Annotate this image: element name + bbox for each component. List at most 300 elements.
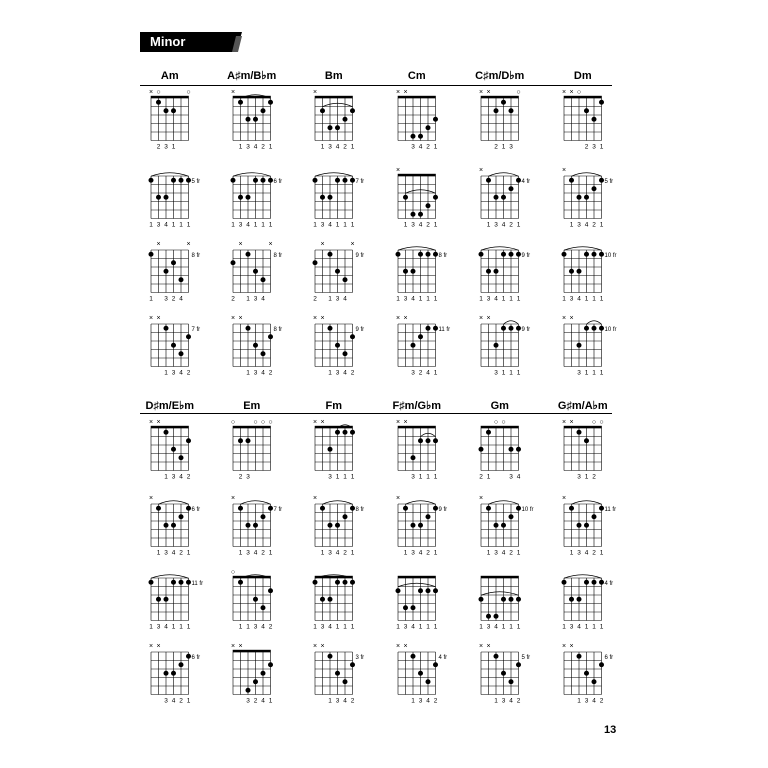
finger-dot (501, 597, 506, 602)
finger-dot (328, 523, 333, 528)
finger-dot (156, 195, 161, 200)
finger-dot (164, 195, 169, 200)
finger-dot (171, 108, 176, 113)
finger-dot (509, 108, 514, 113)
muted-string-marker: × (561, 643, 567, 650)
finger-dot (335, 178, 340, 183)
finger-dot (328, 447, 333, 452)
muted-string-marker: × (403, 643, 408, 650)
chord-diagram (223, 236, 293, 306)
finger-dot (335, 671, 340, 676)
finger-dot (350, 430, 355, 435)
finger-dot (186, 506, 191, 511)
muted-string-marker: × (156, 419, 161, 426)
finger-dot (238, 580, 243, 585)
finger-dot (350, 580, 355, 585)
muted-string-marker: × (230, 495, 236, 502)
finger-dot (179, 178, 184, 183)
diagram-body (313, 419, 355, 481)
muted-string-marker: × (320, 241, 325, 248)
finger-dot (433, 588, 438, 593)
finger-dot (486, 430, 491, 435)
muted-string-marker: × (561, 419, 567, 426)
chord-diagram (388, 564, 458, 634)
finger-dot (584, 438, 589, 443)
fingering-label: 13421 (562, 221, 604, 229)
finger-dot (433, 195, 438, 200)
finger-dot (149, 580, 154, 585)
finger-dot (343, 580, 348, 585)
finger-dot (509, 252, 514, 257)
diagram-body (479, 576, 522, 631)
fingering-label: 23 (231, 473, 271, 481)
fret-position-label: 9 fr (355, 252, 365, 259)
finger-dot (171, 580, 176, 585)
finger-dot (516, 447, 521, 452)
chord-diagram (223, 564, 293, 634)
chord-name: Em (243, 400, 261, 412)
chord-name: C♯m/D♭m (475, 70, 525, 82)
muted-string-marker: × (395, 419, 401, 426)
finger-dot (320, 108, 325, 113)
fingering-label: 13421 (396, 221, 438, 229)
finger-dot (253, 117, 258, 122)
fingering-label: 3241 (396, 369, 438, 377)
fret-position-label: 8 fr (273, 252, 283, 259)
finger-dot (411, 455, 416, 460)
diagram-body (231, 643, 273, 705)
finger-dot (253, 679, 258, 684)
finger-dot (494, 108, 499, 113)
finger-dot (261, 351, 266, 356)
fingering-label: 3111 (313, 473, 355, 481)
diagram-body (231, 315, 282, 377)
finger-dot (156, 100, 161, 105)
diagram-body (231, 419, 273, 481)
finger-dot (411, 134, 416, 139)
diagram-body (479, 419, 522, 481)
muted-string-marker: × (395, 315, 401, 322)
chord-diagram (554, 162, 624, 232)
chord-diagram (141, 638, 211, 708)
muted-string-marker: × (403, 419, 408, 426)
diagram-body (149, 643, 200, 705)
fingering-label: 3111 (479, 369, 521, 377)
finger-dot (509, 679, 514, 684)
chord-diagram (305, 564, 375, 634)
finger-dot (350, 108, 355, 113)
fingering-label: 2 134 (231, 295, 271, 303)
finger-dot (426, 326, 431, 331)
fret-position-label: 10 fr (521, 506, 534, 513)
open-string-marker: ○ (591, 419, 597, 426)
finger-dot (403, 506, 408, 511)
finger-dot (516, 326, 521, 331)
nut (315, 96, 353, 98)
chord-diagram (223, 638, 293, 708)
finger-dot (486, 506, 491, 511)
finger-dot (403, 195, 408, 200)
fret-position-label: 7 fr (273, 506, 283, 513)
chord-diagram (305, 84, 375, 154)
finger-dot (261, 671, 266, 676)
muted-string-marker: × (486, 643, 491, 650)
finger-dot (433, 662, 438, 667)
fingering-label: 13421 (479, 221, 521, 229)
finger-dot (186, 334, 191, 339)
finger-dot (509, 514, 514, 519)
chord-diagram (223, 490, 293, 560)
finger-dot (577, 523, 582, 528)
finger-dot (268, 100, 273, 105)
finger-dot (253, 178, 258, 183)
open-string-marker: ○ (501, 419, 506, 426)
nut (151, 426, 189, 428)
finger-dot (328, 654, 333, 659)
finger-dot (494, 523, 499, 528)
nut (398, 426, 436, 428)
fret-position-label: 7 fr (191, 326, 201, 333)
finger-dot (164, 671, 169, 676)
finger-dot (238, 100, 243, 105)
chord-diagram (223, 414, 293, 484)
fingering-label: 134111 (231, 221, 273, 229)
finger-dot (156, 597, 161, 602)
finger-dot (584, 326, 589, 331)
fret-position-label: 9 fr (521, 326, 531, 333)
chord-diagram (554, 564, 624, 634)
finger-dot (335, 523, 340, 528)
fret-position-label: 8 fr (438, 252, 448, 259)
finger-dot (343, 679, 348, 684)
finger-dot (238, 506, 243, 511)
finger-dot (569, 178, 574, 183)
diagram-body (479, 495, 534, 557)
muted-string-marker: × (478, 315, 484, 322)
chord-diagram (471, 162, 541, 232)
chord-diagram (305, 490, 375, 560)
diagram-body (231, 241, 283, 303)
open-string-marker: ○ (253, 419, 258, 426)
diagram-body (479, 315, 530, 377)
nut (151, 96, 189, 98)
finger-dot (418, 134, 423, 139)
finger-dot (426, 203, 431, 208)
finger-dot (246, 523, 251, 528)
finger-dot (186, 438, 191, 443)
chord-diagram (388, 84, 458, 154)
finger-dot (426, 514, 431, 519)
finger-dot (584, 523, 589, 528)
fret-position-label: 10 fr (604, 252, 617, 259)
muted-string-marker: × (569, 419, 574, 426)
fingering-label: 1342 (149, 369, 191, 377)
fingering-label: 13421 (149, 549, 191, 557)
chord-diagram (305, 162, 375, 232)
finger-dot (403, 605, 408, 610)
chord-diagram (305, 414, 375, 484)
fingering-label: 13421 (562, 549, 604, 557)
finger-dot (426, 588, 431, 593)
open-string-marker: ○ (230, 419, 236, 426)
diagram-body (562, 643, 613, 705)
finger-dot (418, 252, 423, 257)
finger-dot (268, 334, 273, 339)
finger-dot (433, 438, 438, 443)
finger-dot (479, 252, 484, 257)
muted-string-marker: × (312, 89, 318, 96)
muted-string-marker: × (561, 89, 567, 96)
diagram-body (149, 575, 204, 631)
finger-dot (396, 252, 401, 257)
finger-dot (509, 186, 514, 191)
diagram-body (479, 643, 530, 705)
muted-string-marker: × (312, 419, 318, 426)
finger-dot (433, 506, 438, 511)
finger-dot (171, 447, 176, 452)
muted-string-marker: × (395, 167, 401, 174)
finger-dot (516, 178, 521, 183)
finger-dot (149, 252, 154, 257)
finger-dot (433, 117, 438, 122)
fret-position-label: 8 fr (191, 252, 201, 259)
muted-string-marker: × (403, 89, 408, 96)
finger-dot (328, 597, 333, 602)
muted-string-marker: × (238, 643, 243, 650)
finger-dot (313, 178, 318, 183)
diagram-body (231, 89, 273, 151)
finger-dot (179, 514, 184, 519)
fret-position-label: 6 fr (273, 178, 283, 185)
fret-position-label: 7 fr (355, 178, 365, 185)
finger-dot (418, 334, 423, 339)
finger-dot (179, 277, 184, 282)
finger-dot (426, 252, 431, 257)
chord-name: A♯m/B♭m (227, 70, 277, 82)
muted-string-marker: × (395, 89, 401, 96)
finger-dot (343, 430, 348, 435)
finger-dot (350, 334, 355, 339)
finger-dot (584, 671, 589, 676)
diagram-body (396, 643, 447, 705)
fret-position-label: 10 fr (604, 326, 617, 333)
muted-string-marker: × (569, 315, 574, 322)
muted-string-marker: × (561, 495, 567, 502)
fingering-label: 134111 (479, 623, 521, 631)
finger-dot (350, 178, 355, 183)
open-string-marker: ○ (268, 419, 273, 426)
muted-string-marker: × (478, 89, 484, 96)
finger-dot (516, 252, 521, 257)
muted-string-marker: × (569, 89, 574, 96)
chord-diagram (471, 490, 541, 560)
muted-string-marker: × (350, 241, 355, 248)
finger-dot (335, 580, 340, 585)
finger-dot (599, 662, 604, 667)
finger-dot (494, 614, 499, 619)
finger-dot (164, 523, 169, 528)
chord-diagram (554, 310, 624, 380)
fingering-label: 134111 (149, 623, 191, 631)
finger-dot (328, 125, 333, 130)
chord-diagram (388, 414, 458, 484)
fingering-label: 13421 (313, 143, 355, 151)
chord-diagram (554, 236, 624, 306)
fret-position-label: 9 fr (438, 506, 448, 513)
chord-name: Fm (325, 400, 342, 412)
finger-dot (261, 605, 266, 610)
finger-dot (343, 514, 348, 519)
finger-dot (186, 580, 191, 585)
diagram-body (231, 569, 273, 631)
chord-diagram (141, 310, 211, 380)
finger-dot (411, 269, 416, 274)
finger-dot (516, 597, 521, 602)
diagram-body (396, 89, 438, 151)
fingering-label: 231 (562, 143, 604, 151)
finger-dot (562, 580, 567, 585)
fret-position-label: 5 fr (191, 178, 201, 185)
nut (481, 426, 519, 428)
diagram-body (562, 167, 613, 229)
muted-string-marker: × (320, 419, 325, 426)
finger-dot (577, 597, 582, 602)
nut (481, 96, 519, 98)
diagram-body (149, 173, 201, 229)
muted-string-marker: × (238, 241, 243, 248)
diagram-body (562, 247, 617, 303)
chord-name: G♯m/A♭m (557, 400, 608, 412)
muted-string-marker: × (148, 495, 154, 502)
chord-diagram (141, 236, 211, 306)
finger-dot (418, 588, 423, 593)
nut (398, 174, 436, 176)
finger-dot (584, 580, 589, 585)
muted-string-marker: × (561, 167, 567, 174)
finger-dot (562, 252, 567, 257)
diagram-body (479, 167, 530, 229)
muted-string-marker: × (569, 643, 574, 650)
nut (315, 426, 353, 428)
fret-position-label: 5 fr (604, 178, 614, 185)
fingering-label: 134111 (562, 295, 604, 303)
muted-string-marker: × (230, 643, 236, 650)
fingering-label: 1342 (313, 697, 355, 705)
finger-dot (320, 195, 325, 200)
finger-dot (171, 343, 176, 348)
finger-dot (433, 326, 438, 331)
muted-string-marker: × (312, 315, 318, 322)
finger-dot (418, 438, 423, 443)
fingering-label: 134111 (313, 221, 355, 229)
diagram-body (149, 495, 200, 557)
finger-dot (261, 108, 266, 113)
chord-diagram (141, 162, 211, 232)
finger-dot (253, 269, 258, 274)
finger-dot (335, 269, 340, 274)
muted-string-marker: × (148, 643, 154, 650)
fingering-label: 134111 (313, 623, 355, 631)
finger-dot (516, 506, 521, 511)
muted-string-marker: × (186, 241, 191, 248)
nut (398, 576, 436, 578)
open-string-marker: ○ (230, 569, 236, 576)
muted-string-marker: × (486, 89, 491, 96)
finger-dot (261, 178, 266, 183)
muted-string-marker: × (230, 89, 236, 96)
finger-dot (501, 671, 506, 676)
chord-diagram (554, 84, 624, 154)
finger-dot (238, 195, 243, 200)
nut (233, 426, 271, 428)
fret-position-label: 4 fr (521, 178, 531, 185)
muted-string-marker: × (320, 643, 325, 650)
finger-dot (411, 212, 416, 217)
diagram-body (562, 495, 616, 557)
fret-position-label: 4 fr (438, 654, 448, 661)
diagram-body (231, 495, 282, 557)
chord-diagram (223, 162, 293, 232)
fingering-label: 134111 (396, 623, 438, 631)
finger-dot (171, 523, 176, 528)
open-string-marker: ○ (576, 89, 582, 96)
diagram-body (396, 315, 450, 377)
finger-dot (253, 523, 258, 528)
finger-dot (426, 438, 431, 443)
chord-diagram (471, 310, 541, 380)
muted-string-marker: × (148, 419, 154, 426)
finger-dot (486, 178, 491, 183)
finger-dot (238, 438, 243, 443)
finger-dot (577, 343, 582, 348)
chord-diagram (471, 564, 541, 634)
finger-dot (171, 671, 176, 676)
finger-dot (268, 506, 273, 511)
finger-dot (403, 269, 408, 274)
finger-dot (268, 178, 273, 183)
chord-diagram (554, 414, 624, 484)
finger-dot (313, 260, 318, 265)
finger-dot (343, 117, 348, 122)
finger-dot (411, 343, 416, 348)
fingering-label: 134111 (149, 221, 191, 229)
finger-dot (509, 597, 514, 602)
diagram-body (313, 495, 364, 557)
fingering-label: 3241 (231, 697, 273, 705)
fret-position-label: 8 fr (273, 326, 283, 333)
finger-dot (335, 430, 340, 435)
finger-dot (599, 580, 604, 585)
chord-diagram (388, 638, 458, 708)
chord-name: Cm (407, 70, 426, 82)
open-string-marker: ○ (493, 419, 499, 426)
muted-string-marker: × (395, 495, 401, 502)
chord-diagram (141, 564, 211, 634)
fingering-label: 134111 (562, 623, 604, 631)
finger-dot (592, 252, 597, 257)
finger-dot (577, 269, 582, 274)
finger-dot (253, 597, 258, 602)
finger-dot (418, 671, 423, 676)
fingering-label: 2 134 (313, 295, 353, 303)
muted-string-marker: × (561, 315, 567, 322)
finger-dot (313, 580, 318, 585)
diagram-body (313, 89, 355, 151)
diagram-body (149, 315, 200, 377)
muted-string-marker: × (148, 89, 154, 96)
finger-dot (592, 326, 597, 331)
finger-dot (343, 351, 348, 356)
